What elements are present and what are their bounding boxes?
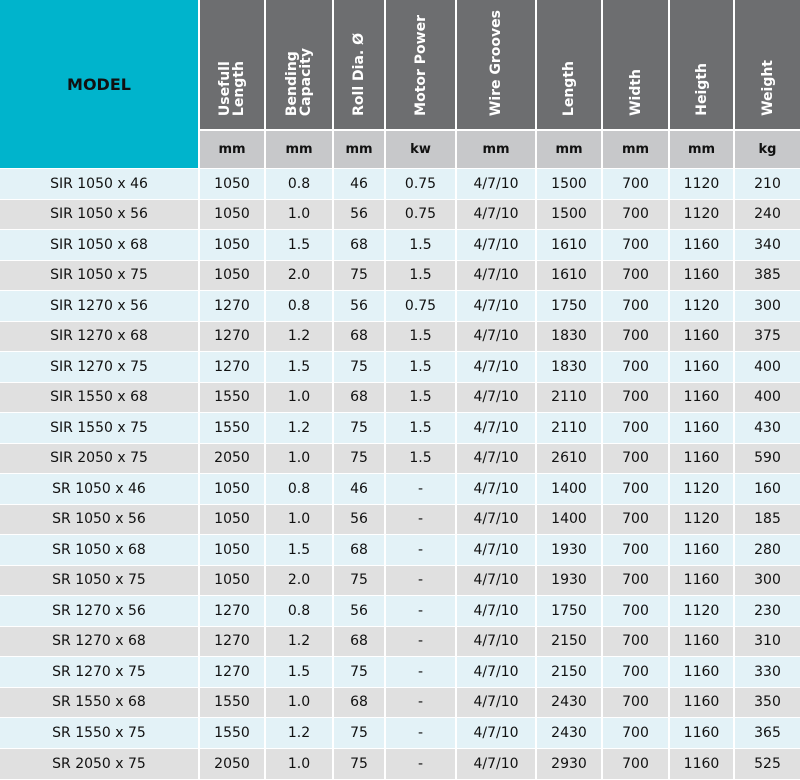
value-cell: 2430 [536, 718, 602, 749]
table-row [0, 443, 800, 474]
value-cell: 4/7/10 [456, 413, 536, 444]
value-cell: 4/7/10 [456, 474, 536, 505]
value-cell: 56 [333, 504, 385, 535]
value-cell: 1500 [536, 199, 602, 230]
value-cell: 700 [602, 657, 669, 688]
value-cell: 1.5 [385, 321, 456, 352]
value-cell: 4/7/10 [456, 596, 536, 627]
model-cell: SIR 2050 x 75 [0, 443, 199, 474]
value-cell: 700 [602, 413, 669, 444]
column-header [602, 0, 669, 130]
value-cell: 1160 [669, 626, 734, 657]
value-cell: 525 [734, 748, 800, 779]
value-cell: 1270 [199, 291, 265, 322]
value-cell: 700 [602, 748, 669, 779]
value-cell: 1610 [536, 230, 602, 261]
value-cell: 2430 [536, 687, 602, 718]
column-header [199, 0, 265, 130]
table-row [0, 626, 800, 657]
unit-cell: mm [333, 130, 385, 169]
value-cell: 430 [734, 413, 800, 444]
table-row [0, 199, 800, 230]
model-cell: SR 1550 x 75 [0, 718, 199, 749]
column-header [734, 0, 800, 130]
value-cell: 75 [333, 657, 385, 688]
value-cell: 2930 [536, 748, 602, 779]
table-row [0, 382, 800, 413]
value-cell: 1830 [536, 321, 602, 352]
value-cell: 1160 [669, 382, 734, 413]
value-cell: 240 [734, 199, 800, 230]
column-header-line: Usefull [217, 61, 233, 116]
model-cell: SR 2050 x 75 [0, 748, 199, 779]
value-cell: 1.5 [265, 230, 333, 261]
value-cell: 1.0 [265, 748, 333, 779]
value-cell: 46 [333, 474, 385, 505]
value-cell: 4/7/10 [456, 718, 536, 749]
value-cell: 56 [333, 291, 385, 322]
value-cell: 1160 [669, 352, 734, 383]
value-cell: 4/7/10 [456, 443, 536, 474]
model-cell: SR 1050 x 56 [0, 504, 199, 535]
column-header-label [761, 60, 775, 116]
value-cell: 75 [333, 565, 385, 596]
value-cell: - [385, 657, 456, 688]
value-cell: - [385, 504, 456, 535]
value-cell: 700 [602, 687, 669, 718]
value-cell: 1050 [199, 474, 265, 505]
column-header [385, 0, 456, 130]
column-header-label [414, 15, 428, 116]
value-cell: 46 [333, 169, 385, 200]
unit-cell: kw [385, 130, 456, 169]
value-cell: - [385, 535, 456, 566]
value-cell: 1120 [669, 199, 734, 230]
value-cell: 75 [333, 718, 385, 749]
value-cell: 1.0 [265, 443, 333, 474]
value-cell: 1160 [669, 321, 734, 352]
unit-cell: mm [456, 130, 536, 169]
table-row [0, 535, 800, 566]
value-cell: 700 [602, 626, 669, 657]
value-cell: 1.5 [385, 352, 456, 383]
value-cell: 400 [734, 352, 800, 383]
value-cell: 1.5 [265, 535, 333, 566]
value-cell: 4/7/10 [456, 748, 536, 779]
value-cell: - [385, 565, 456, 596]
table-row [0, 260, 800, 291]
value-cell: 68 [333, 535, 385, 566]
value-cell: 75 [333, 443, 385, 474]
model-cell: SR 1270 x 75 [0, 657, 199, 688]
column-header-line: Length [231, 60, 247, 116]
value-cell: 280 [734, 535, 800, 566]
value-cell: 4/7/10 [456, 504, 536, 535]
table-row [0, 718, 800, 749]
model-cell: SR 1050 x 46 [0, 474, 199, 505]
value-cell: 700 [602, 352, 669, 383]
value-cell: 300 [734, 565, 800, 596]
value-cell: 700 [602, 504, 669, 535]
value-cell: 1.5 [385, 230, 456, 261]
column-header-label [352, 33, 366, 116]
value-cell: 1400 [536, 474, 602, 505]
value-cell: 230 [734, 596, 800, 627]
value-cell: 2150 [536, 657, 602, 688]
value-cell: 1160 [669, 565, 734, 596]
value-cell: 1160 [669, 413, 734, 444]
value-cell: 1.5 [385, 260, 456, 291]
value-cell: 1550 [199, 382, 265, 413]
value-cell: 1930 [536, 535, 602, 566]
column-header-label [489, 10, 503, 116]
value-cell: 1050 [199, 169, 265, 200]
value-cell: 185 [734, 504, 800, 535]
model-cell: SIR 1550 x 68 [0, 382, 199, 413]
unit-cell: mm [669, 130, 734, 169]
column-header-label [285, 48, 313, 116]
value-cell: 1.0 [265, 199, 333, 230]
table-row [0, 687, 800, 718]
value-cell: 1550 [199, 413, 265, 444]
value-cell: 1550 [199, 718, 265, 749]
value-cell: 700 [602, 718, 669, 749]
value-cell: 700 [602, 321, 669, 352]
value-cell: - [385, 626, 456, 657]
value-cell: 385 [734, 260, 800, 291]
column-header-line: Length [561, 60, 577, 116]
value-cell: 1500 [536, 169, 602, 200]
value-cell: 1120 [669, 169, 734, 200]
unit-cell: mm [199, 130, 265, 169]
value-cell: 1160 [669, 443, 734, 474]
value-cell: 1.5 [265, 657, 333, 688]
table-row [0, 321, 800, 352]
value-cell: 4/7/10 [456, 626, 536, 657]
value-cell: 300 [734, 291, 800, 322]
value-cell: 1.5 [385, 382, 456, 413]
value-cell: 1120 [669, 596, 734, 627]
value-cell: 1.0 [265, 504, 333, 535]
value-cell: 4/7/10 [456, 535, 536, 566]
value-cell: 330 [734, 657, 800, 688]
value-cell: 1610 [536, 260, 602, 291]
value-cell: 4/7/10 [456, 687, 536, 718]
value-cell: 0.8 [265, 474, 333, 505]
value-cell: 1930 [536, 565, 602, 596]
model-cell: SIR 1270 x 68 [0, 321, 199, 352]
table-row [0, 748, 800, 779]
value-cell: 1.2 [265, 718, 333, 749]
column-header-label [695, 63, 709, 116]
value-cell: 2.0 [265, 565, 333, 596]
value-cell: 1160 [669, 230, 734, 261]
value-cell: 4/7/10 [456, 382, 536, 413]
model-cell: SR 1050 x 75 [0, 565, 199, 596]
value-cell: 56 [333, 596, 385, 627]
value-cell: 1160 [669, 687, 734, 718]
column-header-line: Bending [284, 51, 300, 116]
value-cell: 350 [734, 687, 800, 718]
model-cell: SIR 1550 x 75 [0, 413, 199, 444]
value-cell: 1050 [199, 535, 265, 566]
model-header: MODEL [0, 0, 199, 169]
column-header-label [562, 61, 576, 116]
unit-cell: mm [265, 130, 333, 169]
value-cell: - [385, 687, 456, 718]
column-header-label [629, 69, 643, 116]
column-header-line: Capacity [298, 47, 314, 116]
value-cell: 700 [602, 443, 669, 474]
value-cell: 68 [333, 382, 385, 413]
value-cell: 1400 [536, 504, 602, 535]
value-cell: - [385, 596, 456, 627]
value-cell: - [385, 748, 456, 779]
model-cell: SR 1050 x 68 [0, 535, 199, 566]
value-cell: 700 [602, 291, 669, 322]
table-row [0, 169, 800, 200]
value-cell: 4/7/10 [456, 352, 536, 383]
value-cell: 1.5 [385, 413, 456, 444]
value-cell: 4/7/10 [456, 291, 536, 322]
value-cell: 1160 [669, 657, 734, 688]
column-header [456, 0, 536, 130]
value-cell: 1750 [536, 596, 602, 627]
model-cell: SR 1550 x 68 [0, 687, 199, 718]
table-row [0, 413, 800, 444]
value-cell: 68 [333, 230, 385, 261]
value-cell: 1050 [199, 230, 265, 261]
column-header-row [0, 0, 800, 130]
value-cell: 4/7/10 [456, 260, 536, 291]
column-header-line: Heigth [693, 63, 710, 116]
value-cell: 1.0 [265, 382, 333, 413]
value-cell: 0.75 [385, 169, 456, 200]
value-cell: 4/7/10 [456, 230, 536, 261]
value-cell: 2610 [536, 443, 602, 474]
value-cell: 1270 [199, 352, 265, 383]
model-cell: SIR 1050 x 56 [0, 199, 199, 230]
value-cell: 68 [333, 626, 385, 657]
value-cell: 700 [602, 382, 669, 413]
model-cell: SIR 1050 x 46 [0, 169, 199, 200]
value-cell: 700 [602, 230, 669, 261]
value-cell: 590 [734, 443, 800, 474]
value-cell: 210 [734, 169, 800, 200]
value-cell: 400 [734, 382, 800, 413]
value-cell: 2050 [199, 748, 265, 779]
value-cell: 0.8 [265, 596, 333, 627]
table-body [0, 169, 800, 779]
column-header-line: Weight [759, 60, 776, 116]
value-cell: 700 [602, 169, 669, 200]
value-cell: 0.75 [385, 199, 456, 230]
value-cell: 1050 [199, 199, 265, 230]
value-cell: 1050 [199, 565, 265, 596]
table-row [0, 596, 800, 627]
column-header [536, 0, 602, 130]
value-cell: 700 [602, 474, 669, 505]
value-cell: 75 [333, 748, 385, 779]
value-cell: 160 [734, 474, 800, 505]
value-cell: 4/7/10 [456, 199, 536, 230]
value-cell: 700 [602, 199, 669, 230]
value-cell: 1830 [536, 352, 602, 383]
value-cell: 1120 [669, 291, 734, 322]
model-cell: SIR 1270 x 56 [0, 291, 199, 322]
value-cell: 75 [333, 352, 385, 383]
value-cell: 1160 [669, 260, 734, 291]
column-header-line: Width [627, 69, 644, 116]
table-row [0, 230, 800, 261]
column-header-line: Motor Power [412, 15, 429, 116]
value-cell: 365 [734, 718, 800, 749]
table-row [0, 504, 800, 535]
value-cell: 1.2 [265, 413, 333, 444]
value-cell: 68 [333, 321, 385, 352]
value-cell: 1120 [669, 474, 734, 505]
table-row [0, 291, 800, 322]
value-cell: 375 [734, 321, 800, 352]
unit-cell: mm [602, 130, 669, 169]
unit-cell: kg [734, 130, 800, 169]
value-cell: 1550 [199, 687, 265, 718]
table-row [0, 474, 800, 505]
value-cell: 1270 [199, 321, 265, 352]
value-cell: 1160 [669, 718, 734, 749]
model-cell: SIR 1050 x 75 [0, 260, 199, 291]
value-cell: 1160 [669, 748, 734, 779]
value-cell: 0.8 [265, 291, 333, 322]
value-cell: 1050 [199, 504, 265, 535]
value-cell: 4/7/10 [456, 321, 536, 352]
model-cell: SR 1270 x 68 [0, 626, 199, 657]
value-cell: 1270 [199, 596, 265, 627]
value-cell: 4/7/10 [456, 657, 536, 688]
value-cell: 75 [333, 260, 385, 291]
model-cell: SR 1270 x 56 [0, 596, 199, 627]
value-cell: 1750 [536, 291, 602, 322]
column-header-label [218, 61, 246, 116]
value-cell: 75 [333, 413, 385, 444]
value-cell: 700 [602, 565, 669, 596]
value-cell: 1.2 [265, 321, 333, 352]
value-cell: 1270 [199, 626, 265, 657]
value-cell: 310 [734, 626, 800, 657]
value-cell: 1160 [669, 535, 734, 566]
value-cell: 68 [333, 687, 385, 718]
unit-cell: mm [536, 130, 602, 169]
value-cell: 2150 [536, 626, 602, 657]
value-cell: 340 [734, 230, 800, 261]
value-cell: - [385, 718, 456, 749]
value-cell: 0.75 [385, 291, 456, 322]
value-cell: 700 [602, 260, 669, 291]
value-cell: 1120 [669, 504, 734, 535]
value-cell: 2110 [536, 413, 602, 444]
model-cell: SIR 1270 x 75 [0, 352, 199, 383]
column-header-line: Wire Grooves [488, 9, 504, 116]
table-row [0, 352, 800, 383]
value-cell: 4/7/10 [456, 565, 536, 596]
value-cell: 4/7/10 [456, 169, 536, 200]
value-cell: 0.8 [265, 169, 333, 200]
model-cell: SIR 1050 x 68 [0, 230, 199, 261]
value-cell: 2.0 [265, 260, 333, 291]
column-header [333, 0, 385, 130]
value-cell: 56 [333, 199, 385, 230]
table-row [0, 565, 800, 596]
value-cell: 2050 [199, 443, 265, 474]
column-header [669, 0, 734, 130]
value-cell: 700 [602, 535, 669, 566]
column-header [265, 0, 333, 130]
value-cell: - [385, 474, 456, 505]
value-cell: 1.5 [385, 443, 456, 474]
table-row [0, 657, 800, 688]
value-cell: 1270 [199, 657, 265, 688]
value-cell: 1.0 [265, 687, 333, 718]
value-cell: 1.2 [265, 626, 333, 657]
value-cell: 2110 [536, 382, 602, 413]
value-cell: 700 [602, 596, 669, 627]
column-header-line: Roll Dia. Ø [351, 33, 367, 116]
value-cell: 1050 [199, 260, 265, 291]
value-cell: 1.5 [265, 352, 333, 383]
